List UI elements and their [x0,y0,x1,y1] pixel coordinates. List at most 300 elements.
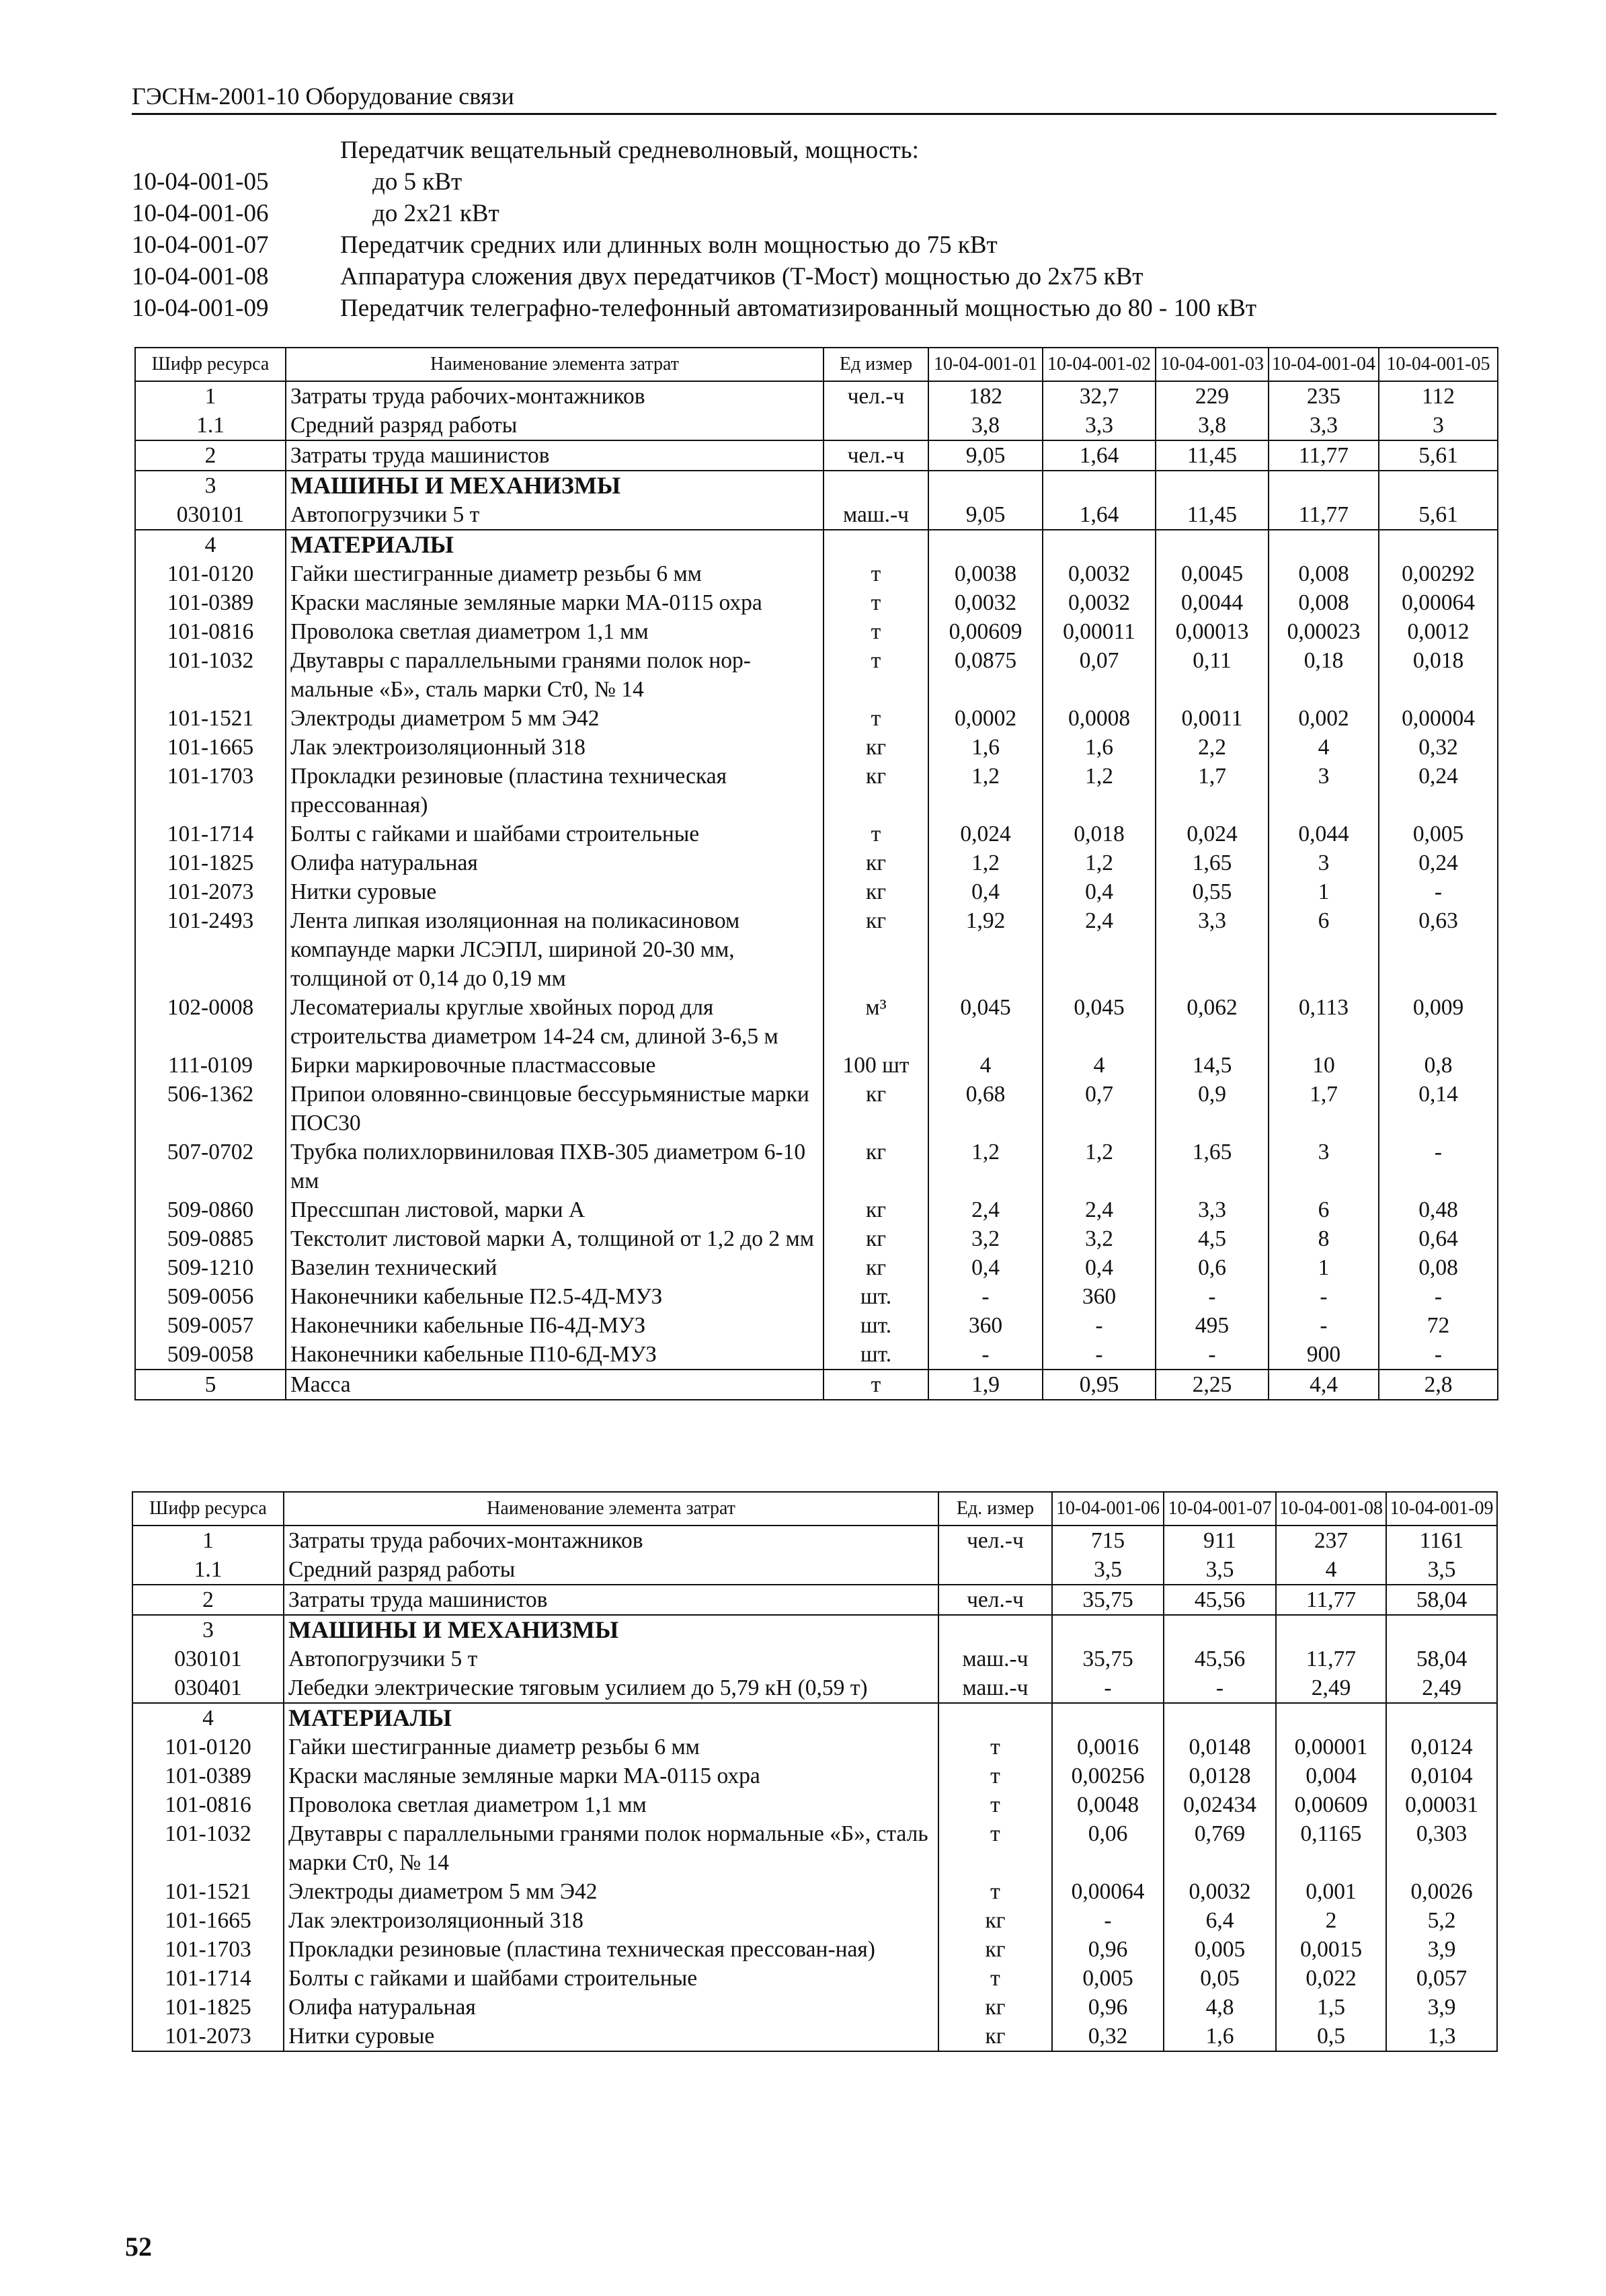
value-cell: 0,18 [1269,646,1379,704]
value-cell: 1 [1269,877,1379,906]
table-row [132,1555,1497,1585]
cost-name-cell: МАТЕРИАЛЫ [284,1703,938,1733]
cost-name-cell: Болты с гайками и шайбами строительные [286,820,824,848]
value-cell [1276,1703,1386,1733]
value-cell: 1,92 [928,906,1043,993]
value-cell: 0,95 [1043,1370,1156,1400]
value-cell: 3,2 [1043,1224,1156,1253]
value-cell: 235 [1269,381,1379,411]
value-cell: 0,0128 [1164,1761,1276,1790]
value-cell: 0,64 [1379,1224,1498,1253]
resource-code-cell: 509-0860 [135,1195,286,1224]
unit-cell: кг [824,1253,928,1282]
unit-cell: маш.-ч [824,500,928,530]
resource-code-cell: 101-0389 [132,1761,284,1790]
value-cell: 4 [1269,733,1379,762]
value-cell: 0,022 [1276,1964,1386,1993]
unit-cell: т [938,1877,1052,1906]
value-cell: 0,00256 [1052,1761,1164,1790]
column-header: Ед. измер [938,1492,1052,1526]
value-cell: 3,5 [1164,1555,1276,1585]
cost-name-cell: МАШИНЫ И МЕХАНИЗМЫ [286,471,824,500]
value-cell: 35,75 [1052,1585,1164,1615]
unit-cell: маш.-ч [938,1673,1052,1703]
resource-code-cell: 101-1703 [132,1935,284,1964]
value-cell: 0,005 [1052,1964,1164,1993]
value-cell: 2,2 [1156,733,1269,762]
value-cell: 1,64 [1043,500,1156,530]
unit-cell: кг [824,848,928,877]
resource-code-cell: 509-0057 [135,1311,286,1340]
value-cell: 6,4 [1164,1906,1276,1935]
table-header-row [135,348,1498,381]
value-cell: 2 [1276,1906,1386,1935]
value-cell: 3,3 [1156,1195,1269,1224]
resource-code-cell: 101-1521 [132,1877,284,1906]
resource-code-cell: 101-1521 [135,704,286,733]
cost-name-cell: МАШИНЫ И МЕХАНИЗМЫ [284,1615,938,1645]
value-cell: 3 [1269,1138,1379,1195]
value-cell: - [1379,1340,1498,1370]
value-cell: 0,0045 [1156,559,1269,588]
resource-code-cell: 101-1032 [135,646,286,704]
resource-code-cell: 101-1714 [132,1964,284,1993]
value-cell: 0,00011 [1043,617,1156,646]
value-cell: 8 [1269,1224,1379,1253]
unit-cell: т [824,646,928,704]
resource-code-cell: 101-1032 [132,1819,284,1877]
value-cell: 32,7 [1043,381,1156,411]
value-cell: 0,00004 [1379,704,1498,733]
table-row [135,559,1498,588]
value-cell: 0,0026 [1386,1877,1497,1906]
value-cell [1276,1615,1386,1645]
table-row [135,762,1498,820]
unit-cell: чел.-ч [824,440,928,471]
value-cell: 900 [1269,1340,1379,1370]
value-cell: 0,55 [1156,877,1269,906]
value-cell [1269,471,1379,500]
value-cell: - [1043,1340,1156,1370]
value-cell: 0,0875 [928,646,1043,704]
cost-name-cell: Нитки суровые [286,877,824,906]
value-cell: 3,8 [928,411,1043,440]
unit-cell: т [824,617,928,646]
table-row [132,1585,1497,1615]
value-cell: 1,6 [928,733,1043,762]
unit-cell [938,1555,1052,1585]
cost-name-cell: Лента липкая изоляционная на поликасиновом компаунде марки ЛСЭПЛ, шириной 20-30 мм, толщиной от 0,14 до 0,19 мм [286,906,824,993]
cost-name-cell: МАТЕРИАЛЫ [286,530,824,559]
value-cell: 0,00013 [1156,617,1269,646]
value-cell: - [928,1282,1043,1311]
value-cell: 0,0124 [1386,1733,1497,1761]
table-row [135,1051,1498,1080]
intro-text: Аппаратура сложения двух передатчиков (Т-Мост) мощностью до 2x75 кВт [340,263,1143,290]
column-header: 10-04-001-05 [1379,348,1498,381]
value-cell: 4,8 [1164,1993,1276,2022]
cost-name-cell: Краски масляные земляные марки МА-0115 охра [286,588,824,617]
unit-cell: кг [824,906,928,993]
value-cell: 0,005 [1164,1935,1276,1964]
resource-code-cell: 509-0058 [135,1340,286,1370]
value-cell: 0,8 [1379,1051,1498,1080]
value-cell: 5,2 [1386,1906,1497,1935]
cost-name-cell: Прокладки резиновые (пластина техническая прессованная) [286,762,824,820]
unit-cell: т [824,820,928,848]
table-row [135,1340,1498,1370]
value-cell: 1,9 [928,1370,1043,1400]
value-cell: 35,75 [1052,1645,1164,1673]
value-cell: 0,00023 [1269,617,1379,646]
cost-name-cell: Проволока светлая диаметром 1,1 мм [284,1790,938,1819]
value-cell: 0,00609 [928,617,1043,646]
table-row [132,1703,1497,1733]
cost-name-cell: Лебедки электрические тяговым усилием до 5,79 кН (0,59 т) [284,1673,938,1703]
value-cell [928,530,1043,559]
value-cell: 6 [1269,1195,1379,1224]
unit-cell: т [938,1761,1052,1790]
cost-name-cell: Олифа натуральная [284,1993,938,2022]
value-cell: 3 [1269,848,1379,877]
value-cell: - [1379,877,1498,906]
value-cell [1379,530,1498,559]
unit-cell: шт. [824,1311,928,1340]
value-cell: 11,77 [1276,1645,1386,1673]
value-cell: 0,001 [1276,1877,1386,1906]
value-cell: 0,96 [1052,1993,1164,2022]
unit-cell: чел.-ч [938,1585,1052,1615]
value-cell: 3,3 [1043,411,1156,440]
value-cell: 2,4 [928,1195,1043,1224]
value-cell [1043,530,1156,559]
value-cell: 0,32 [1052,2022,1164,2051]
value-cell: 4 [1043,1051,1156,1080]
value-cell: 229 [1156,381,1269,411]
value-cell: 0,9 [1156,1080,1269,1138]
column-header: 10-04-001-07 [1164,1492,1276,1526]
resource-table-1 [134,347,1498,1400]
column-header: Шифр ресурса [135,348,286,381]
cost-name-cell: Припои оловянно-свинцовые бессурьмянистые марки ПОС30 [286,1080,824,1138]
value-cell: 3 [1379,411,1498,440]
value-cell: 0,7 [1043,1080,1156,1138]
cost-name-cell: Затраты труда машинистов [286,440,824,471]
value-cell: 5,61 [1379,440,1498,471]
value-cell: 0,0044 [1156,588,1269,617]
resource-code-cell: 101-1714 [135,820,286,848]
column-header: 10-04-001-03 [1156,348,1269,381]
intro-code: 10-04-001-06 [132,200,269,227]
value-cell: 0,00064 [1379,588,1498,617]
cost-name-cell: Трубка полихлорвиниловая ПХВ-305 диаметром 6-10 мм [286,1138,824,1195]
value-cell: 0,68 [928,1080,1043,1138]
resource-code-cell: 1 [135,381,286,411]
table-row [135,617,1498,646]
value-cell: 0,4 [928,1253,1043,1282]
cost-name-cell: Лесоматериалы круглые хвойных пород для строительства диаметром 14-24 см, длиной 3-6,5 м [286,993,824,1051]
table-row [135,1253,1498,1282]
value-cell: - [1379,1282,1498,1311]
cost-name-cell: Средний разряд работы [284,1555,938,1585]
table-row [135,848,1498,877]
table-row [135,1195,1498,1224]
value-cell: 0,05 [1164,1964,1276,1993]
intro-item [132,198,1503,229]
unit-cell: т [824,588,928,617]
cost-name-cell: Лак электроизоляционный 318 [286,733,824,762]
cost-name-cell: Наконечники кабельные П6-4Д-МУЗ [286,1311,824,1340]
cost-name-cell: Прессшпан листовой, марки А [286,1195,824,1224]
value-cell: 0,045 [928,993,1043,1051]
table-row [135,820,1498,848]
value-cell: 0,0011 [1156,704,1269,733]
value-cell: 0,07 [1043,646,1156,704]
table-row [132,1935,1497,1964]
value-cell: - [1164,1673,1276,1703]
value-cell: 1161 [1386,1526,1497,1555]
cost-name-cell: Краски масляные земляные марки МА-0115 охра [284,1761,938,1790]
value-cell: 0,06 [1052,1819,1164,1877]
value-cell: 4 [1276,1555,1386,1585]
value-cell: 0,11 [1156,646,1269,704]
resource-code-cell: 101-2073 [135,877,286,906]
value-cell: 0,00292 [1379,559,1498,588]
value-cell: 360 [1043,1282,1156,1311]
resource-code-cell: 1.1 [135,411,286,440]
resource-code-cell: 030101 [135,500,286,530]
value-cell [1164,1703,1276,1733]
unit-cell: чел.-ч [938,1526,1052,1555]
cost-name-cell: Текстолит листовой марки А, толщиной от 1,2 до 2 мм [286,1224,824,1253]
cost-name-cell: Затраты труда рабочих-монтажников [284,1526,938,1555]
table-row [135,411,1498,440]
unit-cell: кг [938,1993,1052,2022]
value-cell: - [1156,1282,1269,1311]
value-cell: 3,8 [1156,411,1269,440]
intro-code: 10-04-001-09 [132,294,269,322]
resource-code-cell: 101-1703 [135,762,286,820]
value-cell: 0,0015 [1276,1935,1386,1964]
value-cell: 2,4 [1043,906,1156,993]
cost-name-cell: Гайки шестигранные диаметр резьбы 6 мм [286,559,824,588]
value-cell: 1 [1269,1253,1379,1282]
value-cell: 45,56 [1164,1645,1276,1673]
value-cell: 3,5 [1386,1555,1497,1585]
page-number: 52 [125,2231,152,2262]
table-row [135,704,1498,733]
value-cell: 0,0002 [928,704,1043,733]
value-cell: 0,0104 [1386,1761,1497,1790]
resource-code-cell: 101-0816 [132,1790,284,1819]
table-row [135,1311,1498,1340]
column-header: 10-04-001-08 [1276,1492,1386,1526]
resource-code-cell: 3 [135,471,286,500]
value-cell: 45,56 [1164,1585,1276,1615]
value-cell: 0,63 [1379,906,1498,993]
value-cell: 11,45 [1156,500,1269,530]
cost-name-cell: Нитки суровые [284,2022,938,2051]
table-row [132,2022,1497,2051]
value-cell: 0,4 [1043,1253,1156,1282]
resource-code-cell: 101-0816 [135,617,286,646]
resource-code-cell: 102-0008 [135,993,286,1051]
resource-code-cell: 1 [132,1526,284,1555]
value-cell: 11,45 [1156,440,1269,471]
value-cell: 4,4 [1269,1370,1379,1400]
cost-name-cell: Наконечники кабельные П2.5-4Д-МУЗ [286,1282,824,1311]
table-row [135,381,1498,411]
value-cell: 0,0148 [1164,1733,1276,1761]
cost-name-cell: Болты с гайками и шайбами строительные [284,1964,938,1993]
resource-code-cell: 101-1825 [132,1993,284,2022]
unit-cell: т [824,559,928,588]
column-header: 10-04-001-04 [1269,348,1379,381]
intro-item [132,166,1503,198]
intro-text: до 2x21 кВт [372,200,499,227]
value-cell: 1,3 [1386,2022,1497,2051]
value-cell: 0,24 [1379,762,1498,820]
unit-cell: кг [938,1935,1052,1964]
table-row [135,733,1498,762]
resource-code-cell: 111-0109 [135,1051,286,1080]
cost-name-cell: Электроды диаметром 5 мм Э42 [286,704,824,733]
value-cell: 5,61 [1379,500,1498,530]
table-row [135,588,1498,617]
value-cell: 3 [1269,762,1379,820]
value-cell: 11,77 [1269,440,1379,471]
value-cell: - [1269,1282,1379,1311]
resource-code-cell: 509-1210 [135,1253,286,1282]
intro-item [132,229,1503,261]
value-cell: 1,7 [1269,1080,1379,1138]
value-cell: 0,00001 [1276,1733,1386,1761]
resource-code-cell: 101-1665 [132,1906,284,1935]
value-cell [1164,1615,1276,1645]
value-cell: 0,057 [1386,1964,1497,1993]
value-cell: 3,9 [1386,1993,1497,2022]
value-cell: 1,5 [1276,1993,1386,2022]
unit-cell: кг [938,1906,1052,1935]
value-cell: 0,4 [928,877,1043,906]
column-header: 10-04-001-02 [1043,348,1156,381]
value-cell [1379,471,1498,500]
value-cell: 1,2 [928,848,1043,877]
column-header: Шифр ресурса [132,1492,284,1526]
value-cell: 0,769 [1164,1819,1276,1877]
value-cell: - [1269,1311,1379,1340]
table-row [132,1526,1497,1555]
value-cell: 0,303 [1386,1819,1497,1877]
resource-code-cell: 509-0885 [135,1224,286,1253]
value-cell [1043,471,1156,500]
table-row [135,646,1498,704]
column-header: Ед измер [824,348,928,381]
value-cell: 0,00064 [1052,1877,1164,1906]
cost-name-cell: Автопогрузчики 5 т [286,500,824,530]
table-row [135,500,1498,530]
intro-text: Передатчик телеграфно-телефонный автоматизированный мощностью до 80 - 100 кВт [340,294,1257,322]
unit-cell: кг [824,1224,928,1253]
unit-cell: т [824,1370,928,1400]
value-cell: 715 [1052,1526,1164,1555]
cost-name-cell: Бирки маркировочные пластмассовые [286,1051,824,1080]
cost-name-cell: Вазелин технический [286,1253,824,1282]
value-cell: 0,6 [1156,1253,1269,1282]
value-cell: 0,024 [928,820,1043,848]
cost-name-cell: Двутавры с параллельными гранями полок нор-мальные «Б», сталь марки Ст0, № 14 [286,646,824,704]
value-cell: 360 [928,1311,1043,1340]
value-cell: 0,0032 [1043,588,1156,617]
value-cell: - [1043,1311,1156,1340]
value-cell: 2,8 [1379,1370,1498,1400]
value-cell: 0,96 [1052,1935,1164,1964]
column-header: 10-04-001-01 [928,348,1043,381]
value-cell: 0,008 [1269,559,1379,588]
value-cell [1156,530,1269,559]
resource-code-cell: 101-2493 [135,906,286,993]
unit-cell: м³ [824,993,928,1051]
value-cell: 2,49 [1386,1673,1497,1703]
value-cell: 4,5 [1156,1224,1269,1253]
value-cell: 9,05 [928,440,1043,471]
table-row [135,877,1498,906]
value-cell: 3,9 [1386,1935,1497,1964]
value-cell: 0,0012 [1379,617,1498,646]
intro-list [132,134,1503,324]
cost-name-cell: Средний разряд работы [286,411,824,440]
value-cell: 72 [1379,1311,1498,1340]
value-cell: 0,004 [1276,1761,1386,1790]
table-header-row [132,1492,1497,1526]
value-cell: 10 [1269,1051,1379,1080]
unit-cell: 100 шт [824,1051,928,1080]
value-cell: 0,044 [1269,820,1379,848]
resource-code-cell: 509-0056 [135,1282,286,1311]
table-row [132,1761,1497,1790]
unit-cell: кг [824,762,928,820]
cost-name-cell: Прокладки резиновые (пластина техническая прессован-ная) [284,1935,938,1964]
cost-name-cell: Электроды диаметром 5 мм Э42 [284,1877,938,1906]
value-cell: - [1379,1138,1498,1195]
value-cell: 1,2 [928,1138,1043,1195]
value-cell: 0,32 [1379,733,1498,762]
value-cell: 1,2 [1043,1138,1156,1195]
value-cell: 0,02434 [1164,1790,1276,1819]
value-cell: 0,00031 [1386,1790,1497,1819]
value-cell: 0,018 [1379,646,1498,704]
intro-item [132,261,1503,292]
resource-code-cell: 101-1825 [135,848,286,877]
value-cell: 0,0032 [928,588,1043,617]
table-row [135,1370,1498,1400]
value-cell: 2,4 [1043,1195,1156,1224]
value-cell: 0,24 [1379,848,1498,877]
cost-name-cell: Олифа натуральная [286,848,824,877]
value-cell [928,471,1043,500]
table-row [132,1993,1497,2022]
table-row [132,1733,1497,1761]
value-cell: 0,00609 [1276,1790,1386,1819]
value-cell: 0,005 [1379,820,1498,848]
value-cell: 58,04 [1386,1585,1497,1615]
unit-cell [938,1615,1052,1645]
unit-cell: шт. [824,1340,928,1370]
unit-cell: кг [824,1138,928,1195]
unit-cell: т [938,1819,1052,1877]
table-row [135,1138,1498,1195]
value-cell [1052,1703,1164,1733]
